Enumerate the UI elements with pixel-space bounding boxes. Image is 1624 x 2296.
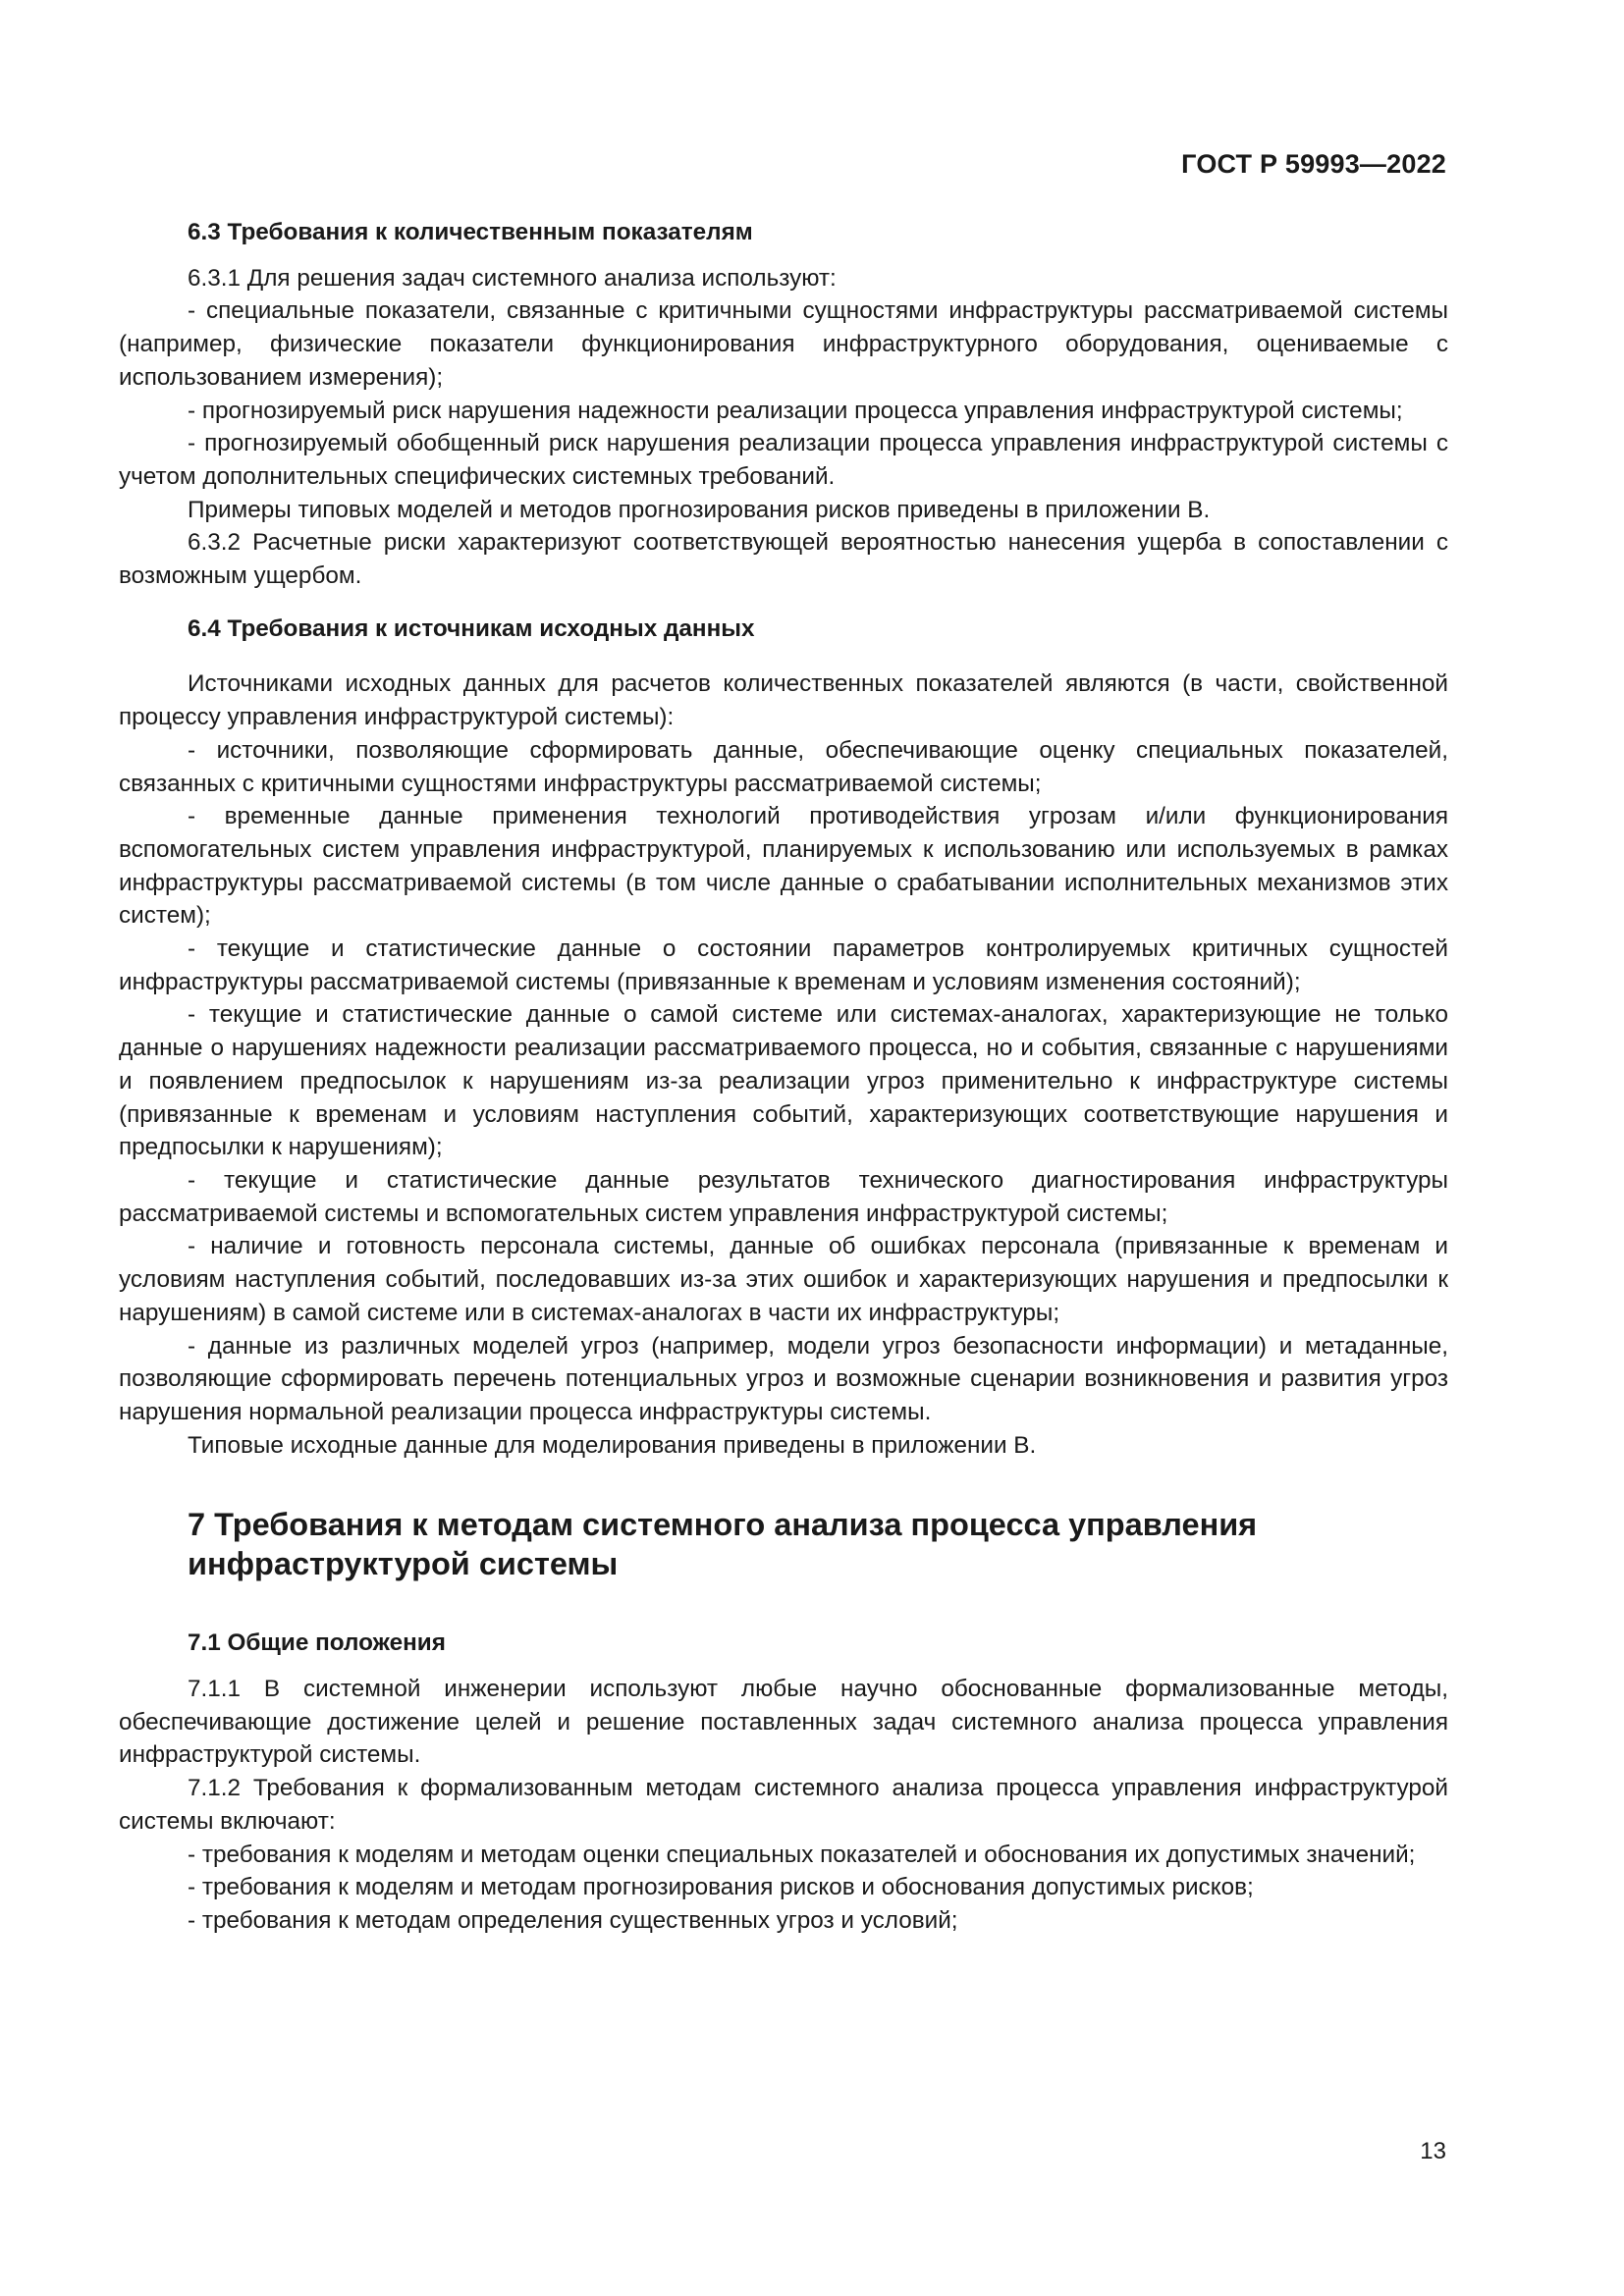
- paragraph: 6.3.1 Для решения задач системного анализа используют:: [188, 264, 837, 292]
- list-item: - временные данные применения технологий противодействия угрозам и/или функционирования вспомогательных систем управления инфраструктурой, планируемых к использованию или используемых в рамках инфраструктуры рассматриваемой системы (в том числе данные о срабатывании исполнительных механизмов этих систем);: [119, 803, 1448, 930]
- paragraph: 7.1.1 В системной инженерии используют любые научно обоснованные формализованные методы, обеспечивающие достижение целей и решение поставленных задач системного анализа процесса управления инфраструктурой системы.: [119, 1676, 1448, 1769]
- list-item: - специальные показатели, связанные с критичными сущностями инфраструктуры рассматриваемой системы (например, физические показатели функционирования инфраструктурного оборудования, оцениваемые с использованием измерения);: [119, 297, 1448, 391]
- section-title-7-1: 7.1 Общие положения: [188, 1629, 446, 1657]
- paragraph: Типовые исходные данные для моделирования приведены в приложении В.: [188, 1431, 1037, 1459]
- paragraph: Источниками исходных данных для расчетов количественных показателей являются (в части, свойственной процессу управления инфраструктурой системы):: [119, 670, 1448, 731]
- list-item: - наличие и готовность персонала системы, данные об ошибках персонала (привязанные к временам и условиям наступления событий, последовавших из-за этих ошибок и характеризующих нарушения и предпосылки к нарушениям) в самой системе или в системах-аналогах в части их инфраструктуры;: [119, 1233, 1448, 1326]
- page-number: 13: [1420, 2138, 1446, 2164]
- list-item: - текущие и статистические данные результатов технического диагностирования инфраструктуры рассматриваемой системы и вспомогательных систем управления инфраструктурой системы;: [119, 1166, 1448, 1227]
- list-item: - текущие и статистические данные о состоянии параметров контролируемых критичных сущностей инфраструктуры рассматриваемой системы (привязанные к временам и условиям изменения состояний);: [119, 935, 1448, 995]
- list-item: - прогнозируемый риск нарушения надежности реализации процесса управления инфраструктурой системы;: [188, 397, 1403, 424]
- list-item: - требования к моделям и методам оценки специальных показателей и обоснования их допустимых значений;: [188, 1841, 1416, 1868]
- paragraph: 7.1.2 Требования к формализованным методам системного анализа процесса управления инфраструктурой системы включают:: [119, 1775, 1448, 1835]
- chapter-title-line: 7 Требования к методам системного анализа процесса управления: [188, 1507, 1258, 1543]
- page-content: [119, 216, 1448, 1938]
- list-item: - источники, позволяющие сформировать данные, обеспечивающие оценку специальных показателей, связанных с критичными сущностями инфраструктуры рассматриваемой системы;: [119, 736, 1448, 797]
- chapter-title-line: инфраструктурой системы: [188, 1546, 619, 1582]
- section-title-6-3: 6.3 Требования к количественным показателям: [188, 219, 753, 245]
- chapter-title-7: [119, 1505, 1448, 1583]
- list-item: - требования к моделям и методам прогнозирования рисков и обоснования допустимых рисков;: [188, 1874, 1254, 1901]
- document-code: ГОСТ Р 59993—2022: [1181, 149, 1446, 179]
- section-title-6-4: 6.4 Требования к источникам исходных данных: [188, 614, 755, 642]
- list-item: - данные из различных моделей угроз (например, модели угроз безопасности информации) и метаданные, позволяющие сформировать перечень потенциальных угроз и возможные сценарии возникновения и развития угроз нарушения нормальной реализации процесса инфраструктуры системы.: [119, 1332, 1448, 1425]
- paragraph: 6.3.2 Расчетные риски характеризуют соответствующей вероятностью нанесения ущерба в сопоставлении с возможным ущербом.: [119, 529, 1448, 590]
- paragraph: Примеры типовых моделей и методов прогнозирования рисков приведены в приложении В.: [188, 496, 1211, 523]
- list-item: - требования к методам определения существенных угроз и условий;: [188, 1906, 958, 1934]
- list-item: - прогнозируемый обобщенный риск нарушения реализации процесса управления инфраструктурой системы с учетом дополнительных специфических системных требований.: [119, 430, 1448, 490]
- list-item: - текущие и статистические данные о самой системе или системах-аналогах, характеризующие не только данные о нарушениях надежности реализации рассматриваемого процесса, но и события, связанные с нарушениями и появлением предпосылок к нарушениям из-за реализации угроз применительно к инфраструктуре системы (привязанные к временам и условиям наступления событий, характеризующих соответствующие нарушения и предпосылки к нарушениям);: [119, 1001, 1448, 1161]
